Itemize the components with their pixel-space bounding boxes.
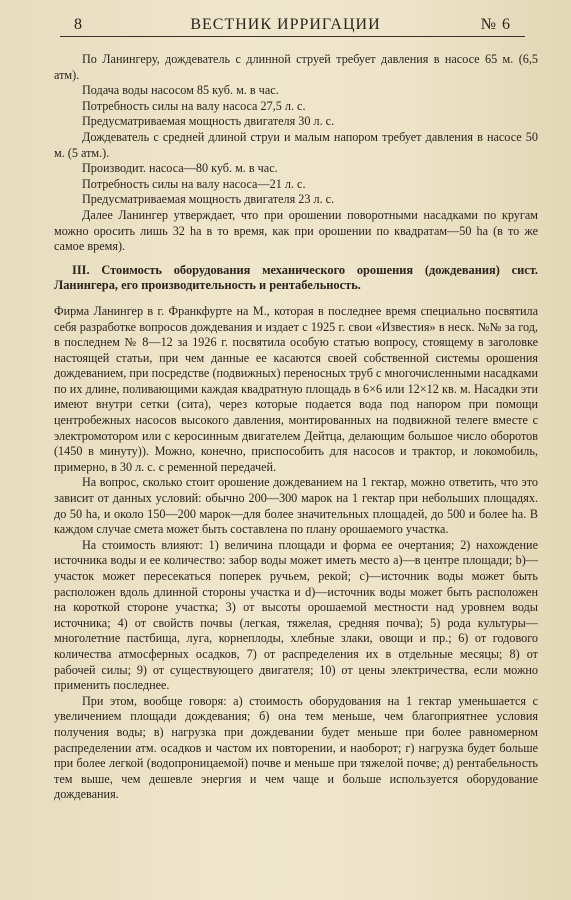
running-header [60, 16, 511, 38]
body-paragraph-cost: На вопрос, сколько стоит орошение дождеванием на 1 гектар, можно ответить, что это зависит от данных условий: обычно 200—300 марок на 1 гектар при небольших площадях. до 50 ha, и около 150—200 марок—для более значительных площадей, до 500 и более ha. В каждом случае смета может быть составлена по плану орошаемого участка. [54, 475, 538, 537]
header-rule [60, 36, 525, 37]
body-paragraph-factors: На стоимость влияют: 1) величина площади и форма ее очертания; 2) нахождение источника воды и ее количество: забор воды может иметь место а)—в центре площади; b)—участок может пересекаться поперек ручьем, рекой; с)—источник воды может быть расположен вдоль длинной стороны участка и d)—источник воды может быть расположен на короткой стороне участка; 3) от высоты орошаемой местности над уровнем воды источника; 4) от свойств почвы (легкая, тяжелая, средняя почва); 5) рода культуры—многолетние пастбища, луга, корнеплоды, хлебные злаки, овощи и пр.; 6) от годового количества атмосферных осадков, 7) от распределения их в отдельные месяцы; 8) от рабочей силы; 9) от существующего двигателя; 10) от цены электричества, если можно применить последнее. [54, 537, 538, 693]
body-paragraph-firm: Фирма Ланингер в г. Франкфурте на М., которая в последнее время специально посвятила себя разработке вопросов дождевания и издает с 1925 г. свои «Известия» в неск. №№ за год, в последнем № 8—12 за 1926 г. посвятила особую статью вопросу, стоящему в заголовке настоящей статьи, при чем данные ее касаются своей собственной системы орошения дождеванием, при посредстве (подвижных) переносных труб с многочисленными насадками по их длине, поливающими каждая квадратную площадь в 6×6 или 12×12 кв. м. Насадки эти имеют внутри сетки (сита), через которые подается вода под напором при помощи центробежных насосов высокого давления, монтированных на подвижной телеге вместе с электромотором или с керосинным двигателем Дейтца, делающим большое число оборотов (1450 в минуту)). Можно, конечно, приспособить для насосов и трактор, и локомобиль, примерно, в 30 л. с. с ременной передачей. [54, 303, 538, 474]
page-body [54, 52, 538, 803]
paragraph-shaft-power-medium: Потребность силы на валу насоса—21 л. с. [82, 176, 306, 191]
paragraph-pressure-medium: Дождеватель с средней длиной струи и малым напором требует давления в насосе 50 м. (5 атм.). [54, 129, 538, 160]
paragraph-shaft-power-long: Потребность силы на валу насоса 27,5 л. с. [82, 98, 306, 113]
page-number: 8 [74, 16, 83, 33]
paragraph-engine-power-medium: Предусматриваемая мощность двигателя 23 л. с. [82, 192, 335, 207]
paragraph-circle-vs-square: Далее Ланингер утверждает, что при орошении поворотными насадками по кругам можно оросить лишь 32 ha в то время, как при орошении по квадратам—50 ha (в то же самое время). [54, 207, 538, 254]
journal-title: ВЕСТНИК ИРРИГАЦИИ [190, 16, 381, 33]
paragraph-engine-power-long: Предусматриваемая мощность двигателя 30 л. с. [82, 114, 335, 129]
paragraph-flow-long: Подача воды насосом 85 куб. м. в час. [82, 83, 279, 98]
paragraph-pressure-long: По Ланингеру, дождеватель с длинной струей требует давления в насосе 65 м. (6,5 атм). [54, 52, 538, 82]
paragraph-flow-medium: Производит. насоса—80 куб. м. в час. [82, 161, 278, 176]
body-paragraph-conclusions: При этом, вообще говоря: а) стоимость оборудования на 1 гектар уменьшается с увеличением площади дождевания; б) она тем меньше, чем благоприятнее условия получения воды; в) нагрузка при дождевании будет меньше при более равномерном распределении атм. осадков и частом их повторении, и наоборот; г) нагрузка будет больше при более легкой (водопроницаемой) почве и меньше при тяжелой почве; д) рентабельность тем выше, чем дешевле энергия и чем чаще и больше используется оборудование дождевания. [54, 693, 538, 802]
section-heading: III. Стоимость оборудования механического орошения (дождевания) сист. Ланингера, его производительность и рентабельность. [54, 262, 538, 293]
issue-number: № 6 [480, 16, 511, 33]
